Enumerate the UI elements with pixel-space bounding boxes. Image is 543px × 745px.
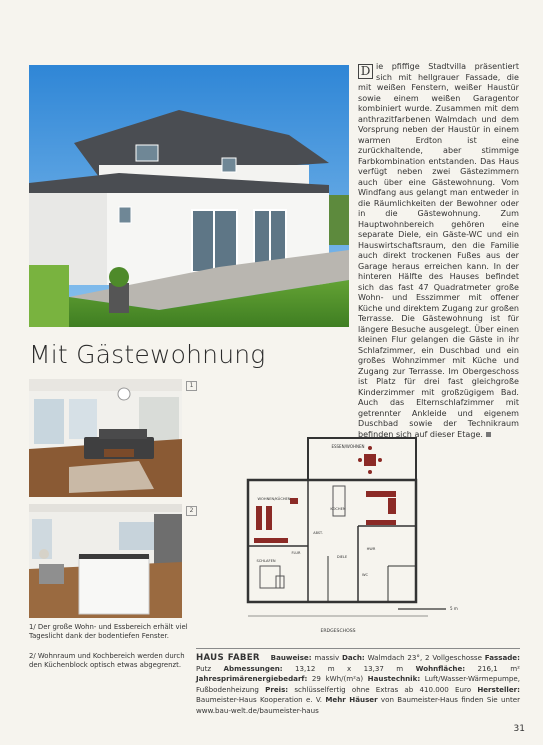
hero-house-photo — [29, 65, 349, 327]
photo-number-2: 2 — [186, 506, 197, 516]
room-label-wohnen-kuechen: WOHNEN/KÜCHEN — [257, 497, 291, 501]
room-label-kochen: KOCHEN — [330, 507, 346, 511]
plan-scale: 5 m — [450, 606, 458, 611]
fact-entry: Mehr Häuser von Baumeister-Haus finden Sie unter www.bau-welt.de/baumeister-haus — [196, 695, 521, 715]
kitchen-photo — [29, 504, 182, 618]
end-mark-icon — [486, 432, 491, 437]
room-label-schlafen: SCHLAFEN — [256, 559, 276, 563]
living-room-photo — [29, 379, 182, 497]
fact-entry: Preis: schlüsselfertig ohne Extras ab 410.000 Euro — [265, 684, 472, 694]
photo-number-1: 1 — [186, 381, 197, 391]
floor-plan — [238, 436, 468, 638]
page-number: 31 — [513, 724, 525, 734]
caption-1: 1/ Der große Wohn- und Essbereich erhält viel Tageslicht dank der bodentiefen Fenster. — [29, 623, 188, 640]
room-label-abst: ABST. — [313, 531, 323, 535]
article-body-text: ie pfiffige Stadtvilla präsentiert sich mit hellgrauer Fassade, die mit weißen Fenstern, weißer Haustür sowie einem weißen Garagentor kombiniert wurde. Zusammen mit dem anthrazitfarbenen Walmdach und dem Vorsprung neben der Haustür in einem warmen Erdton ist eine zurückhaltende, aber stimmige Farbkombination entstanden. Das Haus verfügt neben zwei Gästezimmern auch über eine Gästewohnung. Vom Windfang aus gelangt man entweder in die Räumlichkeiten der Bewohner oder in die Gästewohnung. Zum Hauptwohnbereich gehören eine separate Diele, ein Gäste-WC und ein Hauswirtschaftsraum, den die Familie auch direkt trockenen Fußes aus der Garage heraus erreichen kann. In der hinteren Hälfte des Hauses befindet sich das fast 47 Quadratmeter große Wohn- und Esszimmer mit offener Küche und direktem Zugang zur großen Terrasse. Die Gästewohnung ist für längere Besuche ausgelegt. Über einen kleinen Flur gelangen die Gäste in ihr Schlafzimmer, ein Duschbad und ein großes Wohnzimmer mit Küche und Zugang zur Terrasse. Im Obergeschoss ist Platz für drei fast gleichgroße Kinderzimmer mit großzügigem Bad. Auch das Elternschlafzimmer mit getrennter Ankleide und eigenem Duschbad sowie der Technikraum befinden sich auf dieser Etage. — [358, 62, 519, 439]
fact-entry: Wohnfläche: 216,1 m² — [415, 663, 520, 673]
fact-entry: Fassade: Putz — [196, 653, 520, 673]
fact-entry: Haustechnik: Luft/Wasser-Wärmepumpe, Fußbodenheizung — [196, 674, 520, 694]
article-body — [358, 62, 519, 440]
fact-entry: Jahresprimärenergiebedarf: 29 kWh/(m²a) — [196, 674, 364, 684]
room-label-wc: WC — [361, 573, 369, 577]
fact-box-title: HAUS FABER — [196, 653, 260, 663]
drop-cap: D — [358, 64, 373, 79]
room-label-diele: DIELE — [336, 555, 348, 559]
fact-entry: Hersteller: Baumeister-Haus Kooperation e. V. — [196, 684, 520, 705]
room-label-hwr: HWR — [366, 547, 376, 551]
fact-entry: Abmessungen: 13,12 m x 13,37 m — [223, 663, 404, 673]
plan-label: ERDGESCHOSS — [320, 629, 356, 634]
fact-box — [196, 648, 520, 717]
fact-entry: Dach: Walmdach 23°, 2 Vollgeschosse — [342, 653, 482, 662]
article-title: Mit Gästewohnung — [29, 340, 266, 369]
caption-2: 2/ Wohnraum und Kochbereich werden durch den Küchenblock optisch etwas abgegrenzt. — [29, 652, 185, 669]
room-label-essen: ESSEN/WOHNEN — [331, 444, 365, 449]
fact-entry: Bauweise: massiv — [270, 653, 340, 662]
room-label-flur: FLUR — [291, 551, 301, 555]
